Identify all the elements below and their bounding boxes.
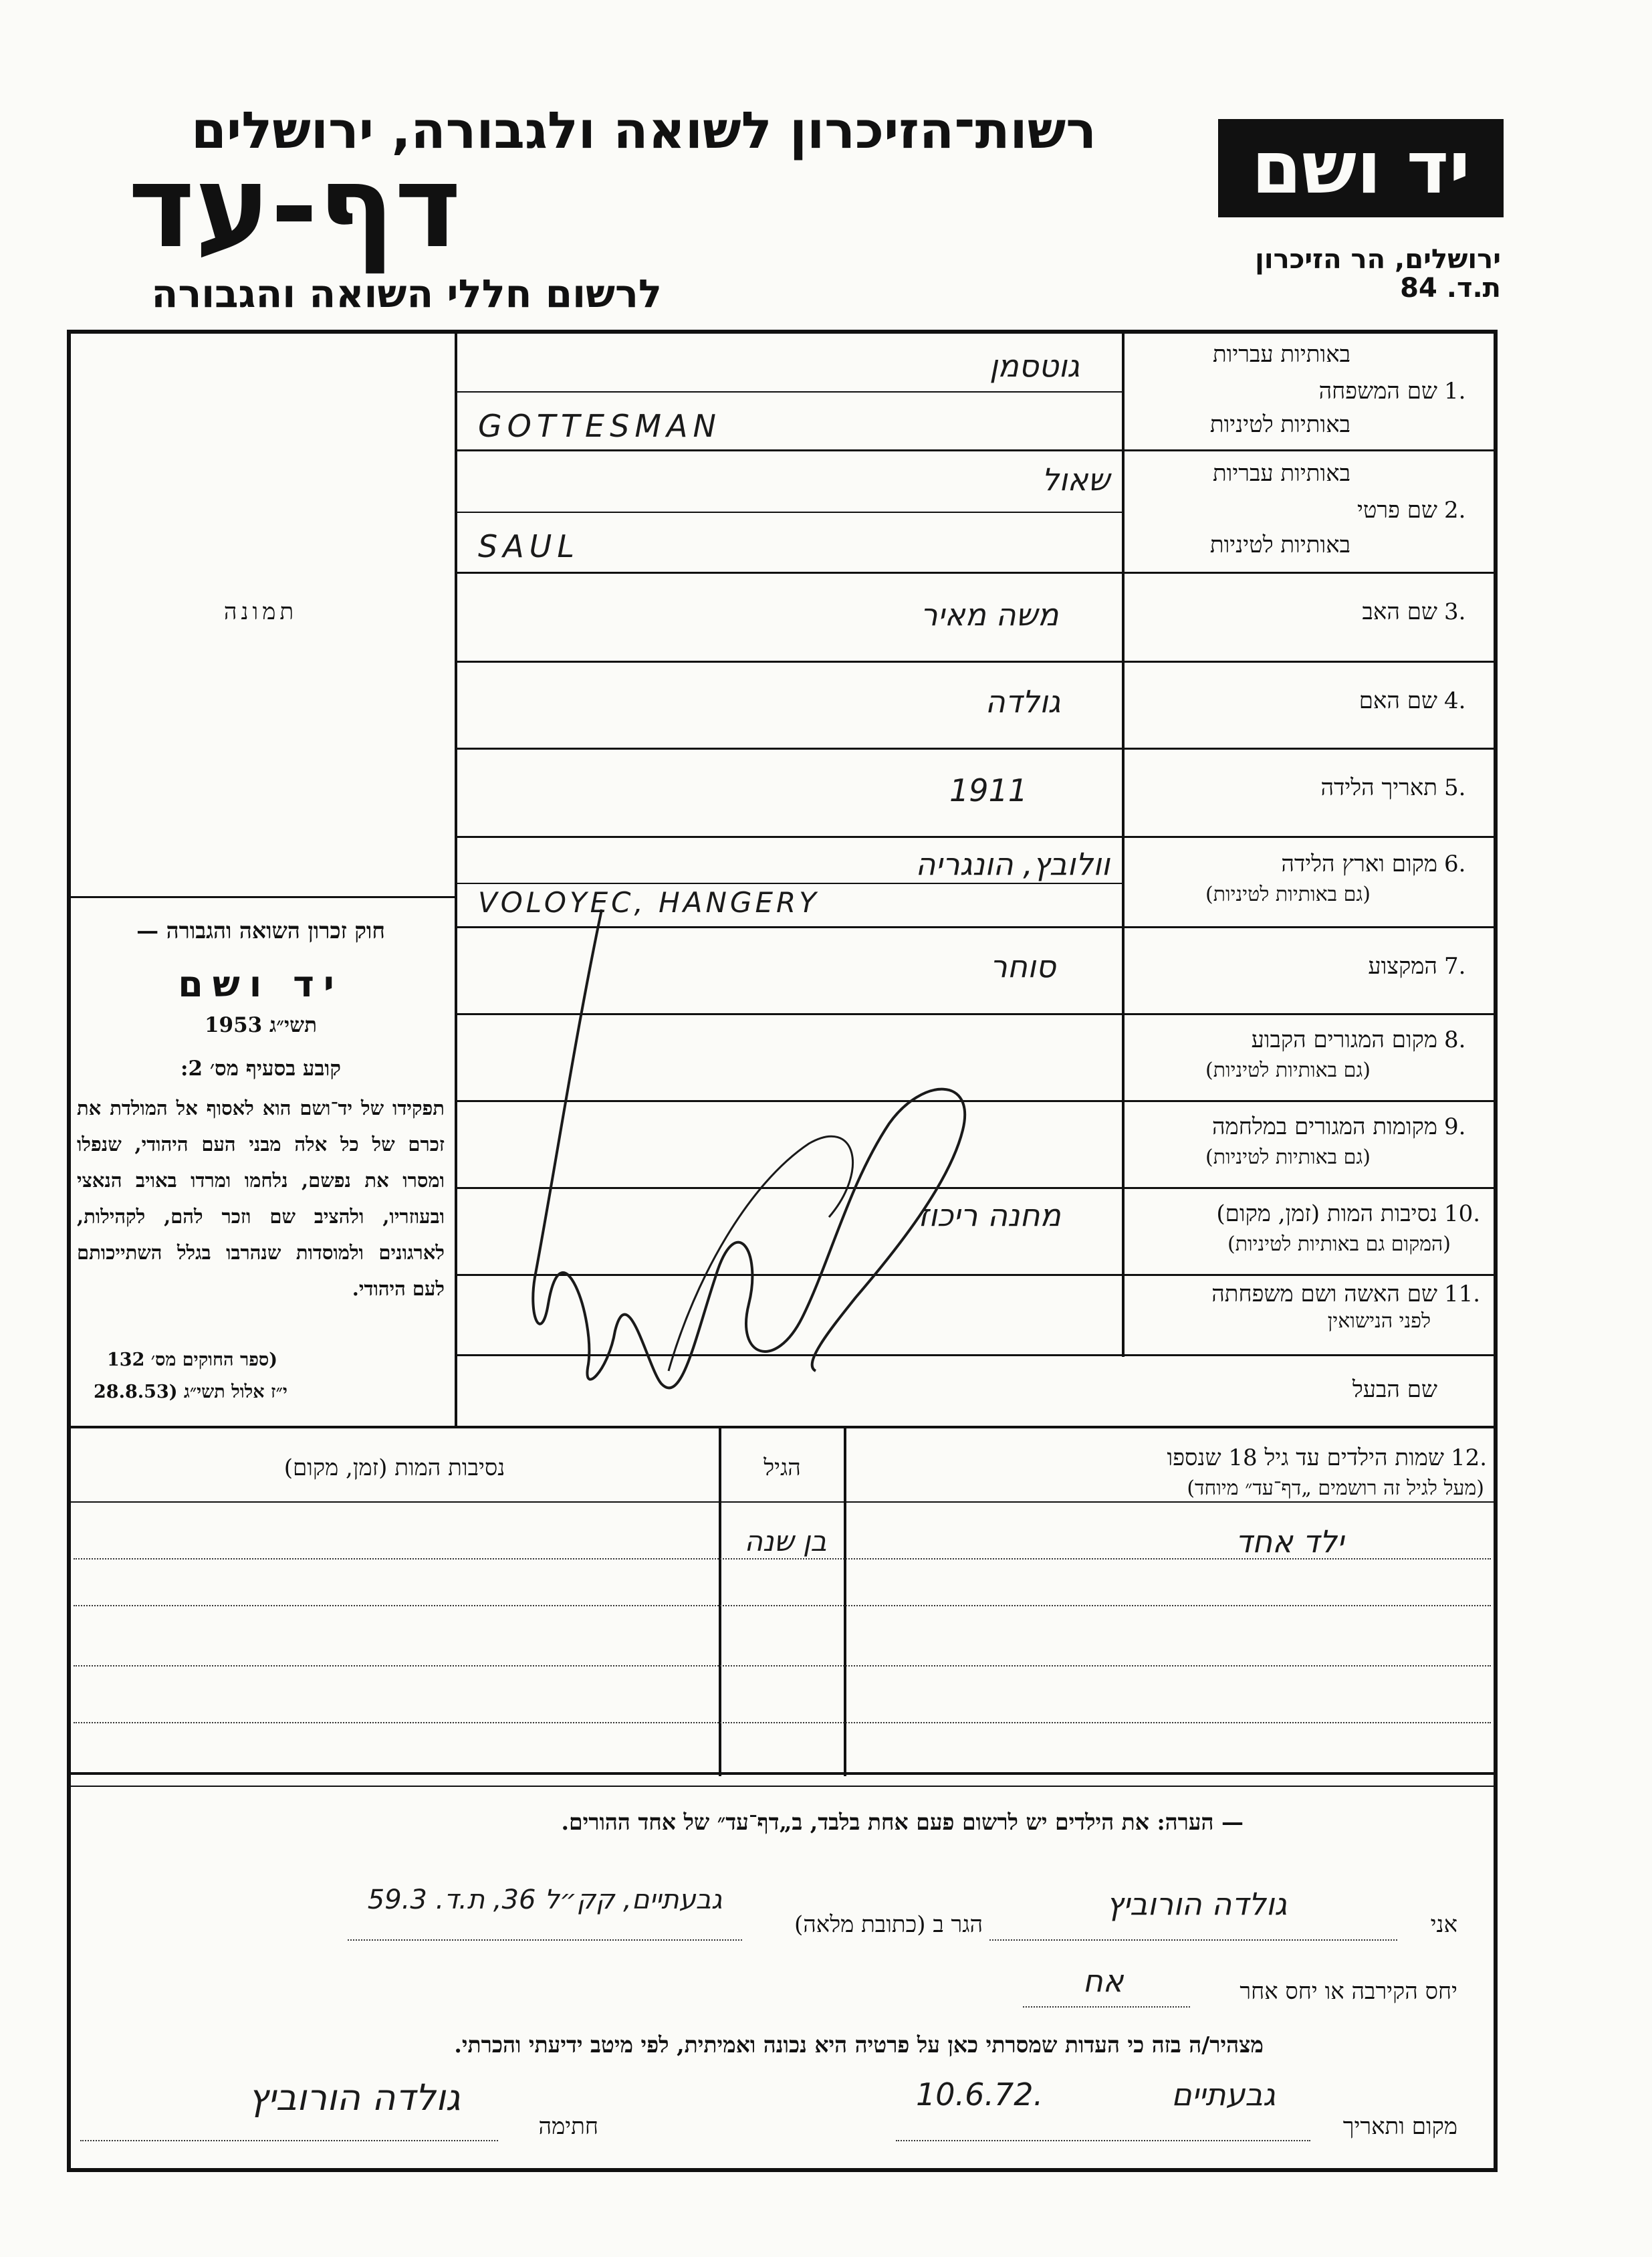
field-label-mother: שם האם [1359, 687, 1437, 714]
child-row-line [74, 1665, 1491, 1667]
field-label-father: שם האב [1362, 599, 1437, 625]
birth-date-value: 1911 [949, 772, 1028, 809]
law-name: יד ושם [178, 963, 344, 1005]
field-number: 10. [1444, 1200, 1481, 1227]
hebrew-letters-label: באותיות עבריות [1212, 460, 1350, 487]
first-name-latin-value: SAUL [478, 528, 580, 564]
also-latin-note: (גם באותיות לטיניות) [1205, 883, 1371, 906]
law-text: תפקידו של יד־ושם הוא לאסוף אל המולדת את זכרם של כל אלה מבני העם היהודי, שנפלו ומסרו את נפשם, נלחמו ומרדו באויב הנאצי ובעוזריו, ולהציב שם וזכר להם, לקהילות, לארגונים ולמוסדות שנהרבו בגלל השתייכותם לעם היהודי. [77, 1097, 445, 1300]
relation-value: אח [1082, 1963, 1124, 1999]
children-note: — הערה: את הילדים יש לרשום פעם אחת בלבד, ב„דף־עד״ של אחד ההורים. [561, 1809, 1244, 1835]
field-label-residence: מקום המגורים הקבוע [1251, 1027, 1437, 1053]
birth-place-hebrew-value: וולובץ, הונגריה [915, 846, 1110, 882]
row-line [457, 391, 1122, 393]
declaration-text: מצהיר/ה בזה כי העדות שמסרתי כאן על פרטיה היא נכונה ואמיתית, לפי מיטב ידיעתי והכרתי. [454, 2032, 1264, 2058]
field-number: 5. [1444, 774, 1466, 801]
row-line [457, 572, 1495, 574]
table-top-border [67, 330, 1498, 334]
surname-latin-value: GOTTESMAN [478, 408, 721, 444]
law-title: חוק זכרון השואה והגבורה — [136, 918, 385, 944]
signature-value: גולדה הורוביץ [248, 2076, 461, 2119]
field-number: 8. [1444, 1027, 1466, 1053]
field-label-surname: שם המשפחה [1318, 378, 1437, 405]
children-subtitle: (מעל לגיל זה רושמים „דף־עד״ מיוחד) [1187, 1477, 1484, 1500]
child-name-value: ילד אחד [1235, 1523, 1344, 1560]
declarant-name-value: גולדה הורוביץ [1106, 1886, 1288, 1922]
row-line [457, 883, 1122, 884]
law-reference-1: (ספר החוקים מס׳ 132 [107, 1350, 278, 1370]
field-number: 1. [1444, 378, 1466, 405]
field-number: 3. [1444, 599, 1466, 625]
law-year: תשי״ג 1953 [204, 1013, 318, 1037]
birth-place-latin-value: VOLOYEC, HANGERY [478, 886, 820, 919]
profession-value: סוחר [989, 948, 1056, 984]
relation-line [1023, 2006, 1190, 2008]
label-column-divider [1122, 334, 1125, 1357]
signature-label: חתימה [538, 2113, 598, 2140]
child-age-value: בן שנה [744, 1525, 827, 1557]
po-box: ת.ד. 84 [1400, 273, 1501, 304]
field-label-death-circumstances: נסיבות המות (זמן, מקום) [1216, 1200, 1437, 1227]
mother-name-value: גולדה [985, 683, 1061, 720]
law-reference-2: י״ז אלול תשי״ג (28.8.53 [94, 1382, 287, 1402]
field-number: 11. [1444, 1281, 1481, 1307]
field-label-birth-date: תאריך הלידה [1320, 774, 1437, 801]
surname-hebrew-value: גוטסמן [989, 348, 1080, 384]
field-number: 9. [1444, 1113, 1466, 1140]
note-section-line [71, 1786, 1495, 1787]
logo-text: יד ושם [1251, 126, 1471, 210]
row-line [457, 512, 1122, 513]
table-bottom-border [67, 2168, 1498, 2172]
declarant-i-label: אני [1430, 1911, 1457, 1938]
photo-label: תמונה [223, 599, 298, 625]
handwritten-scribble [495, 903, 1096, 1438]
row-line [457, 836, 1495, 838]
father-name-value: משה מאיר [920, 597, 1059, 633]
latin-letters-label: באותיות לטיניות [1209, 532, 1350, 558]
field-label-wartime-residence: מקומות המגורים במלחמה [1212, 1113, 1437, 1140]
field-label-profession: המקצוע [1368, 953, 1437, 980]
photo-column-divider [455, 334, 457, 1427]
law-clause: קובע בסעיף מס׳ 2: [181, 1057, 341, 1081]
authority-title: רשות־הזיכרון לשואה ולגבורה, ירושלים [191, 100, 1096, 160]
also-latin-note: (גם באותיות לטיניות) [1205, 1059, 1371, 1082]
field-number: 6. [1444, 851, 1466, 877]
children-header-line [71, 1501, 1495, 1503]
photo-box-bottom [71, 896, 455, 898]
table-left-border [67, 330, 71, 2172]
form-subtitle: לרשום חללי השואה והגבורה [151, 271, 662, 316]
place-date-label: מקום ותאריך [1342, 2113, 1457, 2140]
row-line [457, 661, 1495, 663]
field-label-first-name: שם פרטי [1356, 497, 1437, 524]
hebrew-letters-label: באותיות עבריות [1212, 341, 1350, 368]
yad-vashem-logo [1218, 119, 1504, 217]
row-line [457, 748, 1495, 750]
also-latin-note: (גם באותיות לטיניות) [1205, 1146, 1371, 1169]
latin-letters-label: באותיות לטיניות [1209, 411, 1350, 438]
place-value: גבעתיים [1171, 2076, 1276, 2113]
child-row-line [74, 1722, 1491, 1723]
signature-line [80, 2140, 498, 2141]
children-col-1 [719, 1428, 721, 1776]
field-label-husband: שם הבעל [1352, 1376, 1437, 1403]
death-circumstances-sub: (המקום גם באותיות לטיניות) [1227, 1232, 1451, 1256]
declarant-name-line [989, 1939, 1397, 1941]
address-line [348, 1939, 742, 1941]
children-section-bottom [71, 1772, 1495, 1775]
place-date-line [896, 2140, 1310, 2141]
field-label-birth-place: מקום וארץ הלידה [1281, 851, 1437, 877]
death-circumstances-header: נסיבות המות (זמן, מקום) [283, 1455, 505, 1481]
wife-sub: לפני הנישואין [1327, 1309, 1431, 1333]
death-circumstances-value: מחנה ריכוז [918, 1197, 1061, 1233]
date-value: 10.6.72. [916, 2076, 1044, 2113]
child-row-line [74, 1605, 1491, 1606]
children-col-2 [844, 1428, 846, 1776]
address: ירושלים, הר הזיכרון [1255, 244, 1501, 275]
field-number: 2. [1444, 497, 1466, 524]
children-title: שמות הילדים עד גיל 18 שנספו [1167, 1444, 1444, 1471]
table-right-border [1494, 330, 1498, 2172]
form-title: דף-עד [128, 141, 461, 274]
address-value: גבעתיים, קק״ל 36, ת.ד. 59.3 [367, 1885, 723, 1915]
first-name-hebrew-value: שאול [1041, 461, 1110, 498]
field-number: 7. [1444, 953, 1466, 980]
field-label-wife: שם האשה ושם משפחתה [1211, 1281, 1437, 1307]
age-header: הגיל [763, 1455, 801, 1481]
row-line [457, 449, 1495, 451]
field-number: 12. [1451, 1444, 1488, 1471]
address-label: הגר ב (כתובת מלאה) [794, 1911, 983, 1938]
field-number: 4. [1444, 687, 1466, 714]
relation-label: יחס הקירבה או יחס אחר [1240, 1978, 1457, 2005]
